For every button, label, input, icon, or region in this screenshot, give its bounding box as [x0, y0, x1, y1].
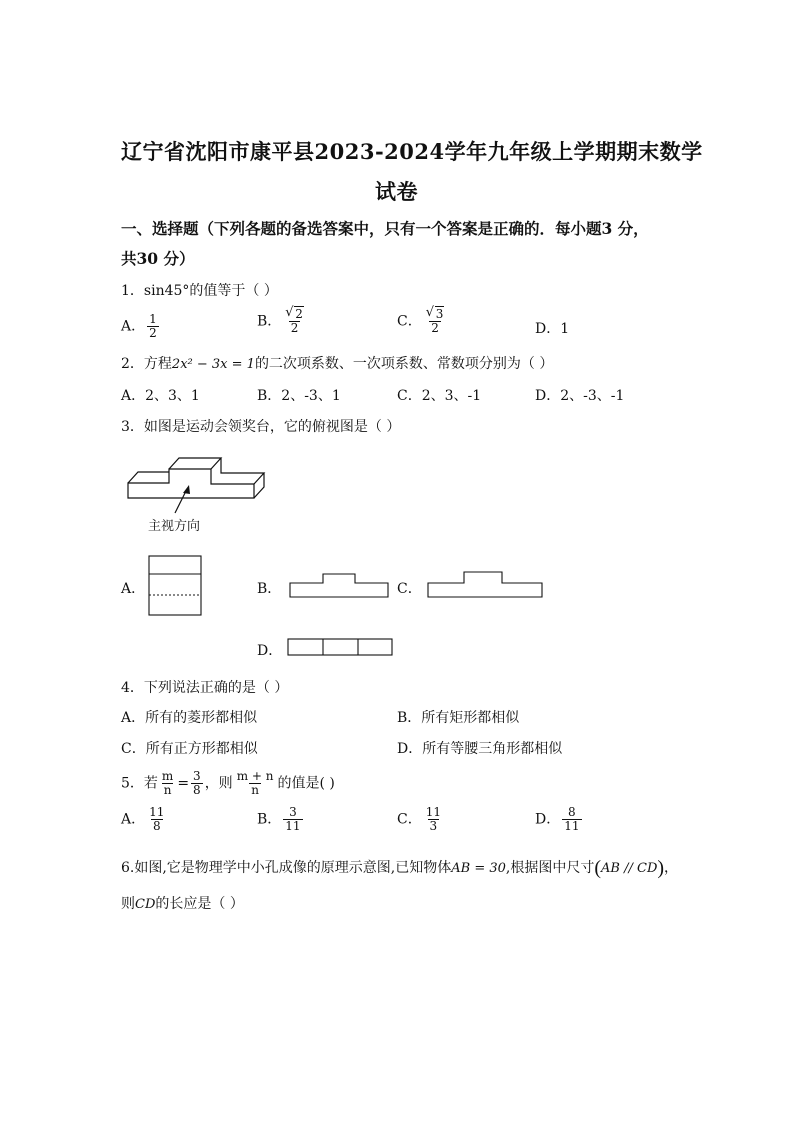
- q6-open-paren: (: [594, 857, 602, 879]
- q1-c-num: 3: [435, 307, 444, 321]
- q5-a-num: 11: [149, 805, 165, 819]
- q5-d-num: 8: [568, 805, 576, 819]
- q1-a-den: 2: [149, 326, 157, 340]
- q3-option-c-figure: [427, 571, 545, 599]
- q5-f1-num: m: [161, 769, 174, 783]
- q3-option-a-label: A．: [121, 581, 146, 597]
- q3-option-c-label: C．: [397, 581, 422, 597]
- q5-c-label: C．: [397, 811, 422, 828]
- q5-a-fraction: [147, 806, 166, 833]
- q5-b-fraction: [283, 806, 302, 833]
- q1-a-label: A．: [121, 318, 146, 335]
- q5-c-fraction: [424, 806, 443, 833]
- q1-b-num: 2: [295, 307, 303, 321]
- q3-option-b-figure: [289, 573, 391, 599]
- q2-option-c: C．2、3、-1: [397, 388, 482, 404]
- q5-a-den: 8: [152, 819, 161, 833]
- q2-equation: 2x² − 3x = 1: [171, 357, 255, 372]
- q5-d-label: D．: [535, 811, 561, 828]
- q3-option-a-figure: [148, 555, 204, 617]
- q1-a-num: 1: [149, 312, 157, 326]
- doc-title-line1: 辽宁省沈阳市康平县2023-2024学年九年级上学期期末数学: [121, 139, 703, 164]
- q4-stem: 4．下列说法正确的是（ ）: [121, 680, 289, 696]
- q5-option-b: [257, 806, 305, 833]
- q1-option-d: D．1: [535, 321, 570, 337]
- view-direction-arrow: [173, 483, 193, 515]
- q5-option-a: [121, 806, 168, 833]
- q1-c-label: C．: [397, 313, 422, 330]
- q1-a-fraction: [147, 313, 159, 340]
- q3-option-d-figure: [287, 638, 395, 658]
- q1-option-c: [397, 308, 448, 335]
- q6-stem-line2: [121, 893, 244, 913]
- q5-f1-den: n: [163, 783, 172, 797]
- q4-option-a: A．所有的菱形都相似: [121, 710, 258, 726]
- q1-b-den: 2: [290, 321, 299, 335]
- q4-option-b: B．所有矩形都相似: [397, 710, 520, 726]
- q2-prefix: 2．方程: [121, 356, 172, 372]
- q5-suffix: 的值是( ): [277, 775, 335, 792]
- q5-option-d: [535, 806, 584, 833]
- q5-b-label: B．: [257, 811, 282, 828]
- q5-f2-num: 3: [193, 769, 201, 783]
- q1-option-b: [257, 308, 308, 335]
- q5-b-num: 3: [289, 805, 297, 819]
- q5-f3-num: m + n: [236, 769, 274, 783]
- q5-c-num: 11: [425, 805, 441, 819]
- q3-option-b-label: B．: [257, 581, 282, 597]
- q1-b-fraction: [283, 308, 306, 335]
- q5-d-fraction: [562, 806, 581, 833]
- doc-title-line2: 试卷: [375, 179, 418, 204]
- q6-part3: ，: [664, 860, 679, 876]
- q5-d-den: 11: [564, 819, 580, 833]
- q5-fraction-mn-n: [235, 770, 276, 797]
- q6-ab-equals-30: AB = 30: [451, 861, 506, 876]
- q5-a-label: A．: [121, 811, 146, 828]
- q6-stem-line1: [121, 857, 678, 880]
- q5-f2-den: 8: [193, 783, 201, 797]
- q1-stem: 1．sin45°的值等于（ ）: [121, 283, 278, 299]
- q5-stem: [121, 770, 335, 797]
- q5-b-den: 11: [285, 819, 301, 833]
- podium-figure: [126, 455, 266, 505]
- q3-option-d-label: D．: [257, 643, 283, 659]
- q1-c-den: 2: [431, 321, 439, 335]
- q5-fraction-m-n: [160, 770, 175, 797]
- q1-c-fraction: [424, 308, 447, 335]
- q6-ab-parallel-cd: AB // CD: [601, 861, 658, 876]
- q1-c-sqrt: [426, 308, 445, 321]
- q1-b-sqrt: [285, 308, 304, 321]
- q4-option-d: D．所有等腰三角形都相似: [397, 741, 563, 757]
- q1-option-a: [121, 313, 161, 340]
- q6-line2-suffix: 的长应是（ ）: [155, 896, 244, 912]
- section-heading-line2: 共30 分）: [121, 249, 195, 268]
- q5-prefix: 5．若: [121, 775, 158, 792]
- q1-b-label: B．: [257, 313, 282, 330]
- section-heading-line1: 一、选择题（下列各题的备选答案中，只有一个答案是正确的．每小题3 分，: [121, 219, 649, 238]
- q5-mid: ，则: [204, 775, 233, 792]
- q2-option-a: A．2、3、1: [121, 388, 200, 404]
- q5-equals: =: [177, 775, 190, 792]
- q5-option-c: [397, 806, 445, 833]
- q6-close-paren: ): [657, 857, 665, 879]
- view-direction-caption: 主视方向: [148, 519, 201, 534]
- q2-suffix: 的二次项系数、一次项系数、常数项分别为（ ）: [254, 356, 554, 372]
- q6-part2: ,根据图中尺寸: [505, 860, 595, 876]
- q5-fraction-3-8: [191, 770, 203, 797]
- q5-c-den: 3: [429, 819, 438, 833]
- q4-option-c: C．所有正方形都相似: [121, 741, 258, 757]
- q3-stem: 3．如图是运动会领奖台，它的俯视图是（ ）: [121, 419, 401, 435]
- q6-line2-prefix: 则: [121, 896, 135, 912]
- q2-option-b: B．2、-3、1: [257, 388, 341, 404]
- q5-f3-den: n: [251, 783, 259, 797]
- q2-stem: [121, 353, 553, 373]
- q2-option-d: D．2、-3、-1: [535, 388, 625, 404]
- q6-cd: CD: [135, 897, 156, 912]
- q6-part1: 6.如图,它是物理学中小孔成像的原理示意图,已知物体: [121, 860, 452, 876]
